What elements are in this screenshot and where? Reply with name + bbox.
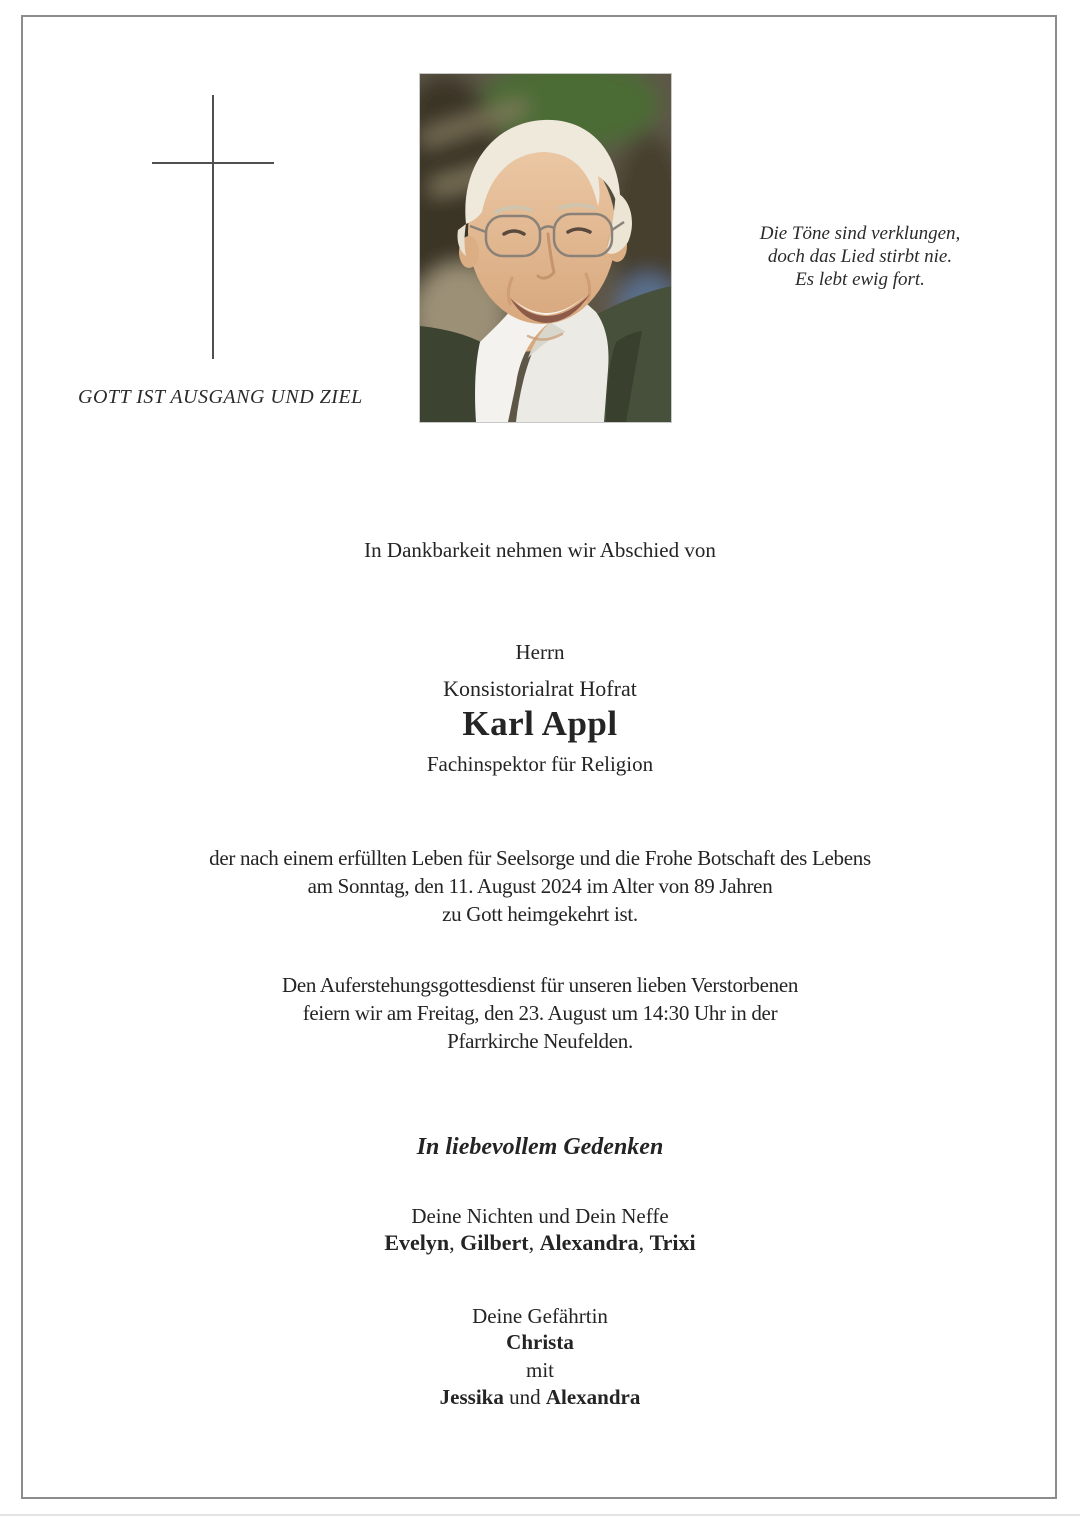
service-paragraph: [0, 971, 1080, 1055]
obituary-line: der nach einem erfüllten Leben für Seelsorge und die Frohe Botschaft des Lebens: [209, 846, 871, 870]
salutation: Herrn: [515, 640, 565, 664]
service-line: feiern wir am Freitag, den 23. August um 14:30 Uhr in der: [302, 1001, 778, 1025]
obituary-line: am Sonntag, den 11. August 2024 im Alter von 89 Jahren: [307, 874, 773, 898]
niece-name: Trixi: [649, 1230, 696, 1255]
verse-line: Es lebt ewig fort.: [795, 269, 925, 290]
portrait-photo: [419, 73, 672, 423]
with-word: mit: [525, 1358, 554, 1382]
intro-line: In Dankbarkeit nehmen wir Abschied von: [364, 538, 716, 562]
companion-name: Christa: [506, 1330, 574, 1354]
niece-name: Evelyn: [384, 1230, 450, 1255]
verse-line: doch das Lied stirbt nie.: [767, 246, 953, 267]
separator: ,: [638, 1230, 650, 1255]
memorial-heading: In liebevollem Gedenken: [416, 1134, 664, 1160]
and-word: und: [503, 1385, 546, 1409]
nieces-label: Deine Nichten und Dein Neffe: [411, 1204, 669, 1228]
niece-name: Alexandra: [539, 1230, 639, 1255]
separator: ,: [528, 1230, 540, 1255]
nieces-names: [0, 1230, 1080, 1256]
obituary-paragraph: [0, 844, 1080, 928]
service-line: Pfarrkirche Neufelden.: [447, 1029, 633, 1053]
children-names: [0, 1385, 1080, 1410]
memorial-verse: [700, 222, 1020, 291]
motto: GOTT IST AUSGANG UND ZIEL: [78, 386, 363, 408]
companion-label: Deine Gefährtin: [472, 1304, 608, 1328]
service-line: Den Auferstehungsgottesdienst für unseren lieben Verstorbenen: [281, 973, 799, 997]
deceased-name: Karl Appl: [462, 704, 618, 743]
honorific-title: Konsistorialrat Hofrat: [443, 676, 637, 701]
profession: Fachinspektor für Religion: [426, 752, 654, 776]
separator: ,: [449, 1230, 461, 1255]
child-name: Jessika: [439, 1385, 504, 1409]
verse-line: Die Töne sind verklungen,: [759, 223, 961, 244]
obituary-line: zu Gott heimgekehrt ist.: [442, 902, 638, 926]
child-name: Alexandra: [545, 1385, 641, 1409]
niece-name: Gilbert: [460, 1230, 529, 1255]
page-bottom-divider: [0, 1514, 1080, 1516]
